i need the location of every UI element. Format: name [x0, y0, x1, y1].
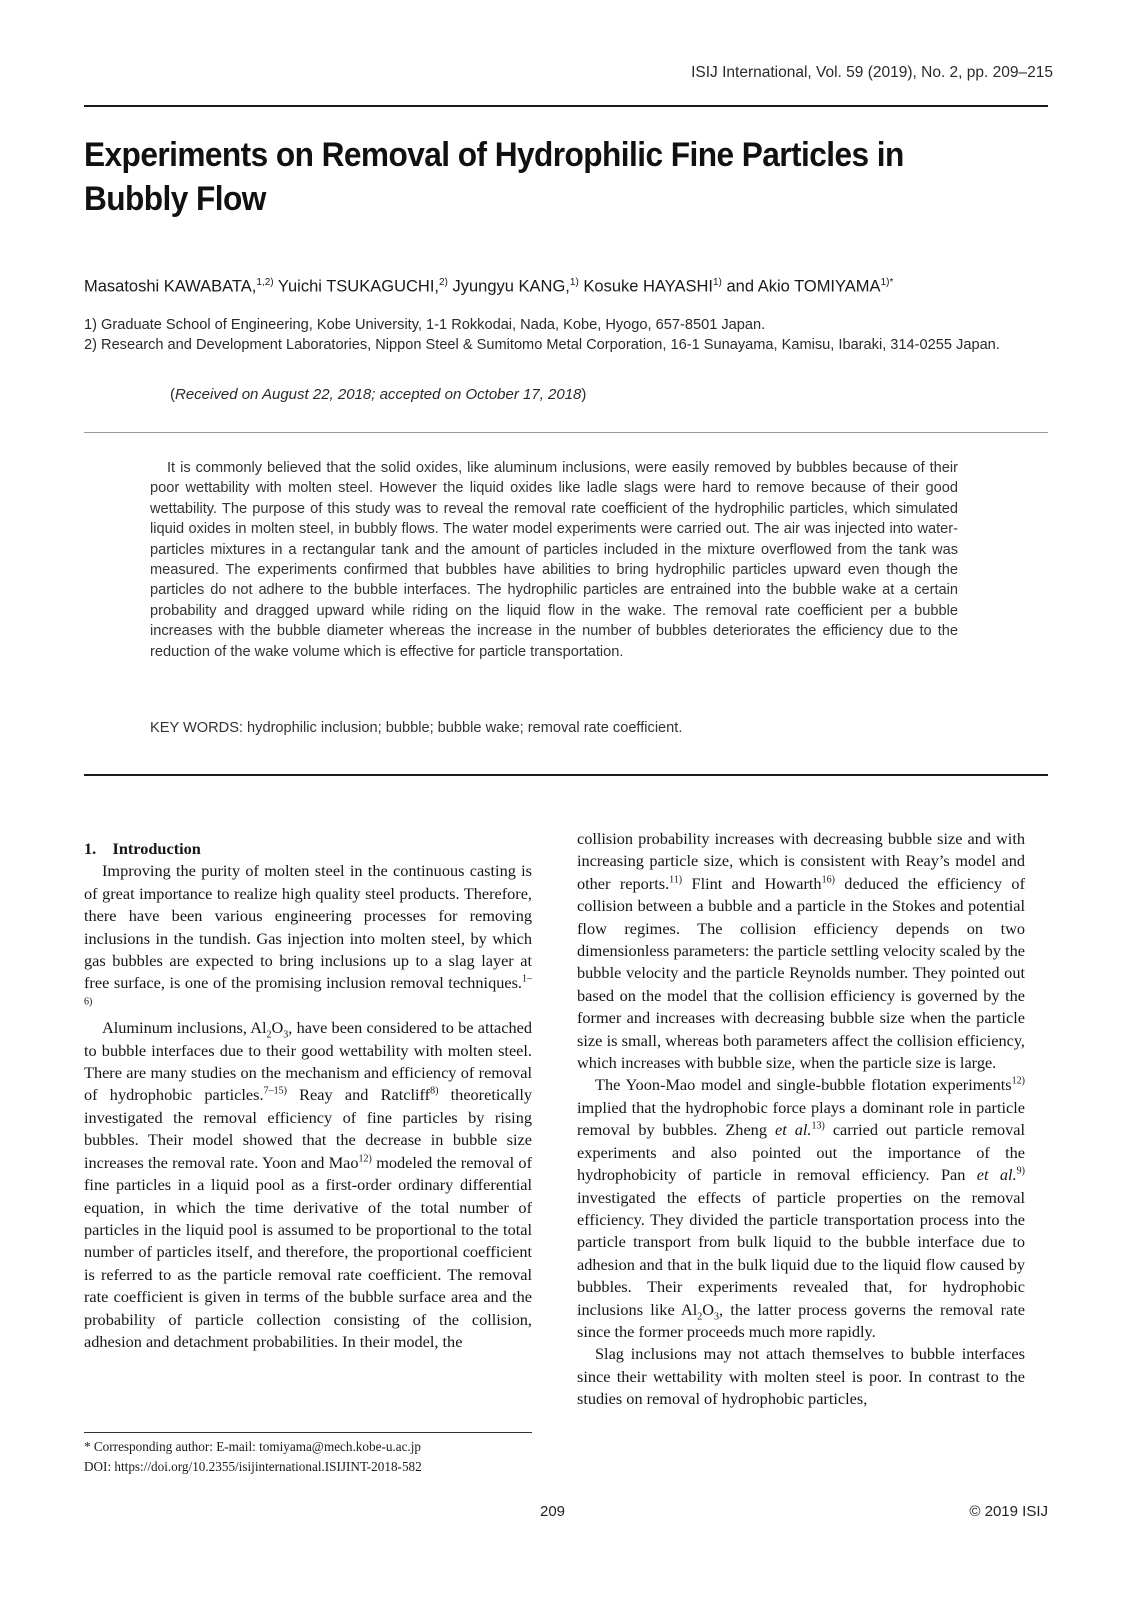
section-heading: 1. Introduction — [84, 839, 201, 858]
author-affil-mark: 2) — [439, 277, 448, 288]
paragraph-text: Improving the purity of molten steel in the continuous casting is of great importance to realize high quality steel products. Therefore, there have been various engineering processes for removing inclusions in the tundish. Gas injection into molten steel, by which gas bubbles are expected to bring inclusions up to a slag layer at free surface, is one of the promising inclusion removal techniques. — [84, 861, 532, 993]
paragraph-text: O — [702, 1299, 715, 1319]
paragraph: Slag inclusions may not attach themselves to bubble interfaces since their wettability with molten steel is poor. In contrast to the studies on removal of hydrophobic particles, — [577, 1344, 1025, 1409]
paren-close: ) — [581, 386, 587, 403]
received-text: Received on August 22, 2018; accepted on October 17, 2018 — [175, 386, 582, 403]
author-affil-mark: 1) — [713, 277, 722, 288]
author-list — [84, 277, 893, 297]
paragraph-text: O — [271, 1018, 284, 1038]
affiliation-2: 2) Research and Development Laboratories, Nippon Steel & Sumitomo Metal Corporation, 16-1 Sunayama, Kamisu, Ibaraki, 314-0255 Japan. — [84, 337, 1000, 353]
paragraph — [577, 828, 1025, 1074]
author-affil-mark: 1,2) — [256, 277, 274, 288]
abstract-top-rule — [84, 432, 1048, 433]
paragraph-text: implied that the hydrophobic force plays a dominant role in particle removal by bubbles. Zheng — [577, 1097, 1025, 1140]
paragraph-text: carried out particle removal experiments and also pointed out the importance of the hydrophobicity of particle in removal efficiency. Pan — [577, 1120, 1025, 1185]
author-name: Yuichi TSUKAGUCHI, — [273, 277, 439, 296]
citation: 12) — [1011, 1076, 1025, 1088]
author-affil-mark: 1)* — [880, 277, 894, 288]
copyright: © 2019 ISIJ — [969, 1503, 1048, 1520]
corresponding-author-footnote: * Corresponding author: E-mail: tomiyama@mech.kobe-u.ac.jp — [84, 1439, 421, 1454]
subscript: 2 — [266, 1029, 272, 1041]
et-al: et al. — [774, 1120, 812, 1140]
paragraph-text: modeled the removal of fine particles in a liquid pool as a first-order ordinary differential equation, in which the time derivative of the total number of particles in the liquid pool is assumed to be proportional to the total number of particles itself, and therefore, the proportional coefficient is referred to as the particle removal rate coefficient. The removal rate coefficient is given in terms of the bubble surface area and the probability of particle collection consisting of the collision, adhesion and detachment probabilities. In their model, the — [84, 1152, 532, 1351]
running-head: ISIJ International, Vol. 59 (2019), No. 2, pp. 209–215 — [691, 64, 1053, 81]
affiliation-1: 1) Graduate School of Engineering, Kobe University, 1-1 Rokkodai, Nada, Kobe, Hyogo, 657-8501 Japan. — [84, 317, 766, 333]
header-rule — [84, 105, 1048, 107]
citation: 12) — [358, 1153, 372, 1165]
citation: 9) — [1016, 1165, 1025, 1177]
paper-title: Experiments on Removal of Hydrophilic Fine Particles in Bubbly Flow — [84, 136, 904, 218]
author-name: Jyungyu KANG, — [447, 277, 570, 296]
page-number: 209 — [540, 1503, 566, 1520]
right-column — [577, 828, 1025, 1411]
paragraph-text: theoretically investigated the removal efficiency of fine particles by rising bubbles. Their model showed that the decrease in bubble size increases the removal rate. Yoon and Mao — [84, 1085, 533, 1172]
paragraph — [84, 860, 532, 1017]
author-name: and Akio TOMIYAMA — [721, 277, 881, 296]
paragraph-text: Flint and Howarth — [682, 873, 822, 893]
left-column — [84, 838, 532, 1353]
paragraph-text: The Yoon-Mao model and single-bubble flotation experiments — [595, 1075, 1012, 1095]
paragraph-text: , the latter process governs the removal rate since the former proceeds much more rapidly. — [577, 1299, 1026, 1341]
abstract-bottom-rule — [84, 774, 1048, 776]
doi-footnote: DOI: https://doi.org/10.2355/isijinternational.ISIJINT-2018-582 — [84, 1459, 422, 1474]
paragraph — [577, 1074, 1025, 1343]
citation: 13) — [811, 1120, 825, 1132]
author-name: Kosuke HAYASHI — [578, 277, 713, 296]
abstract: It is commonly believed that the solid oxides, like aluminum inclusions, were easily removed by bubbles because of their poor wettability with molten steel. However the liquid oxides like ladle slags were hard to remove because of their good wettability. The purpose of this study was to reveal the removal rate coefficient of the hydrophilic particles, which simulated liquid oxides in molten steel, in bubbly flows. The water model experiments were carried out. The air was injected into water-particles mixtures in a rectangular tank and the amount of particles included in the mixture overflowed from the tank was measured. The experiments confirmed that bubbles have abilities to bring hydrophilic particles upward even though the particles do not adhere to the bubble interfaces. The hydrophilic particles are entrained into the bubble wake at a certain probability and dragged upward while riding on the liquid flow in the wake. The removal rate coefficient per a bubble increases with the bubble diameter whereas the increase in the number of bubbles deteriorates the efficiency due to the reduction of the wake volume which is effective for particle transportation. — [150, 460, 958, 660]
received-dates — [170, 386, 586, 403]
citation: 8) — [430, 1086, 439, 1098]
paragraph-text: deduced the efficiency of collision between a bubble and a particle in the Stokes and potential flow regimes. The collision efficiency depends on two dimensionless parameters: the particle settling velocity scaled by the bubble velocity and the particle Reynolds number. They pointed out based on the model that the collision efficiency is governed by the former and increases with decreasing bubble size when the particle size is small, whereas both parameters affect the collision efficiency, which increases with bubble size, when the particle size is large. — [577, 873, 1025, 1073]
citation: 11) — [669, 874, 683, 886]
subscript: 3 — [714, 1310, 720, 1322]
paragraph-text: collision probability increases with decreasing bubble size and with increasing particle size, which is consistent with Reay’s model and other reports. — [577, 829, 1025, 893]
et-al: et al. — [976, 1165, 1017, 1185]
citation: 7–15) — [263, 1086, 287, 1098]
paragraph-text: Aluminum inclusions, Al — [102, 1018, 267, 1038]
footnote-rule — [84, 1432, 532, 1433]
paren-open: ( — [170, 386, 175, 403]
author-name: Masatoshi KAWABATA, — [84, 277, 257, 296]
citation: 16) — [821, 874, 835, 886]
keywords: KEY WORDS: hydrophilic inclusion; bubble; bubble wake; removal rate coefficient. — [150, 720, 683, 736]
citation: 1–6) — [84, 974, 532, 1008]
subscript: 2 — [697, 1310, 703, 1322]
paragraph-text: investigated the effects of particle properties on the removal efficiency. They divided the particle transportation process into the particle transport from bulk liquid to the bubble interface due to adhesion and that in the bulk liquid due to the liquid flow caused by bubbles. Their experiments revealed that, for hydrophobic inclusions like Al — [577, 1187, 1025, 1319]
paragraph-text: Reay and Ratcliff — [286, 1085, 431, 1105]
paragraph-text: , have been considered to be attached to bubble interfaces due to their good wettability with molten steel. There are many studies on the mechanism and efficiency of removal of hydrophobic particles. — [84, 1018, 533, 1105]
author-affil-mark: 1) — [569, 277, 579, 288]
paragraph — [84, 1017, 532, 1353]
subscript: 3 — [283, 1029, 289, 1041]
